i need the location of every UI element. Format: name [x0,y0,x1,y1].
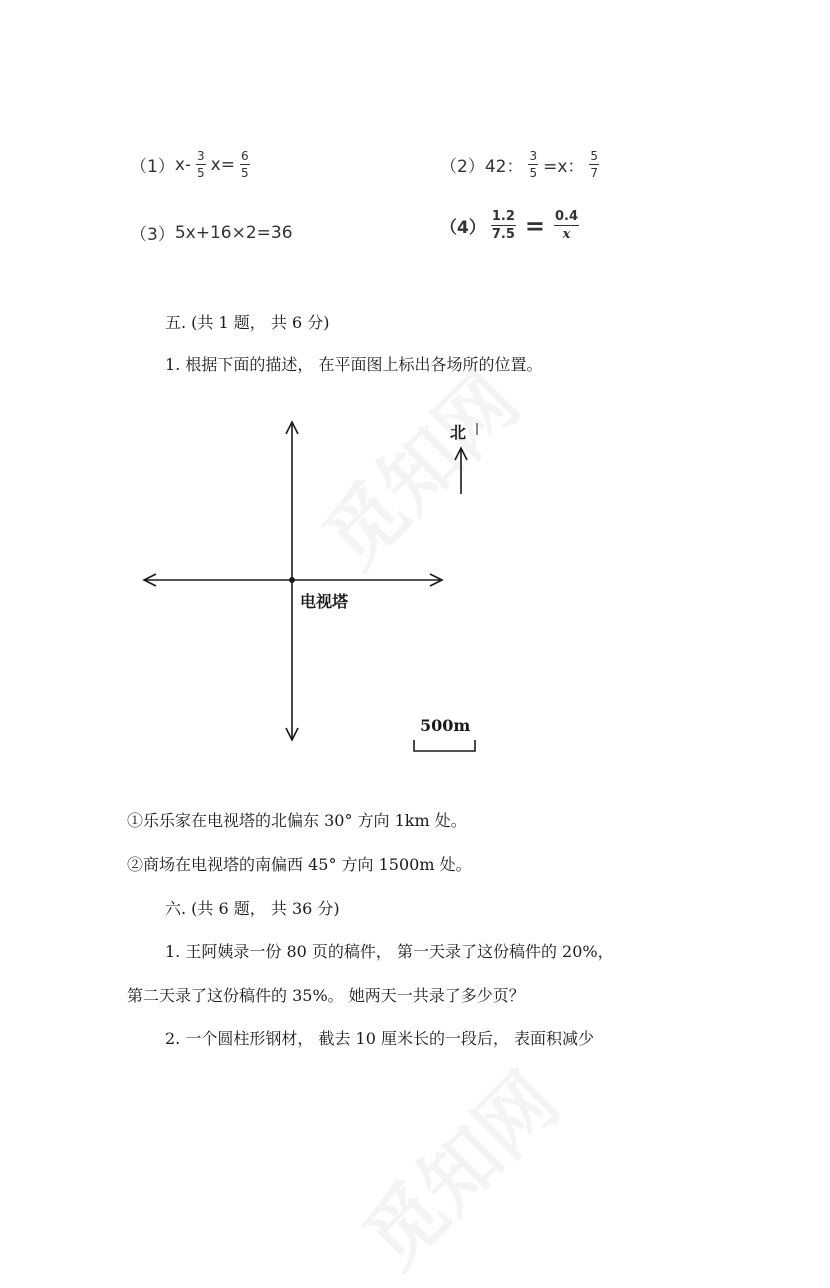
fraction-numerator: 1.2 [491,209,515,224]
fraction-denominator: 5 [529,166,538,180]
map-diagram [130,410,500,765]
equation-4 [440,210,584,241]
equation-label: （1） [130,157,175,177]
fraction-numerator: 6 [240,149,249,163]
fraction [196,150,206,179]
fraction-numerator: 0.4 [554,209,579,224]
equation-text: x= [210,154,235,175]
section-5-question-1: 1. 根据下面的描述， 在平面图上标出各场所的位置。 [165,355,543,374]
section-5-heading: 五. (共 1 题， 共 6 分) [165,313,330,332]
equals-sign: = [524,211,545,240]
fraction-denominator: 7.5 [491,227,515,242]
fraction [528,150,538,179]
section-6-question-1-line-2: 第二天录了这份稿件的 35%。 她两天一共录了多少页？ [127,986,525,1005]
section-6-heading: 六. (共 6 题， 共 36 分) [165,899,340,918]
description-2: ②商场在电视塔的南偏西 45° 方向 1500m 处。 [127,855,472,874]
description-1: ①乐乐家在电视塔的北偏东 30° 方向 1km 处。 [127,811,467,830]
section-6-question-1-line-1: 1. 王阿姨录一份 80 页的稿件， 第一天录了这份稿件的 20%， [165,942,614,961]
fraction-numerator: 5 [590,149,599,163]
fraction [589,150,599,179]
fraction-denominator: 5 [197,166,205,180]
equation-label: （4） [440,218,486,238]
equation-label: （3） [130,225,175,245]
fraction [554,210,579,241]
section-6-question-2-line-1: 2. 一个圆柱形钢材， 截去 10 厘米长的一段后， 表面积减少 [165,1029,595,1048]
equation-text: x- [174,154,192,175]
fraction-numerator: 3 [529,149,538,163]
fraction-denominator: 7 [590,166,599,180]
watermark-bottom [335,1044,580,1288]
scale-bar [414,740,475,751]
equation-text: =x： [543,157,585,177]
fraction [491,210,516,241]
fraction [240,150,250,179]
fraction-denominator: 5 [240,166,249,180]
fraction-denominator: x [562,227,571,242]
tv-tower-label: 电视塔 [300,592,349,611]
equation-text: 42： [484,157,524,177]
equation-2 [440,150,604,179]
north-label: 北 [450,423,467,442]
center-point [289,577,295,583]
fraction-numerator: 3 [197,149,205,163]
equation-1 [130,150,255,179]
scale-label: 500m [420,716,471,735]
equation-label: （2） [440,157,485,177]
equation-3 [130,220,293,245]
equation-text: 5x+16×2=36 [174,222,293,243]
